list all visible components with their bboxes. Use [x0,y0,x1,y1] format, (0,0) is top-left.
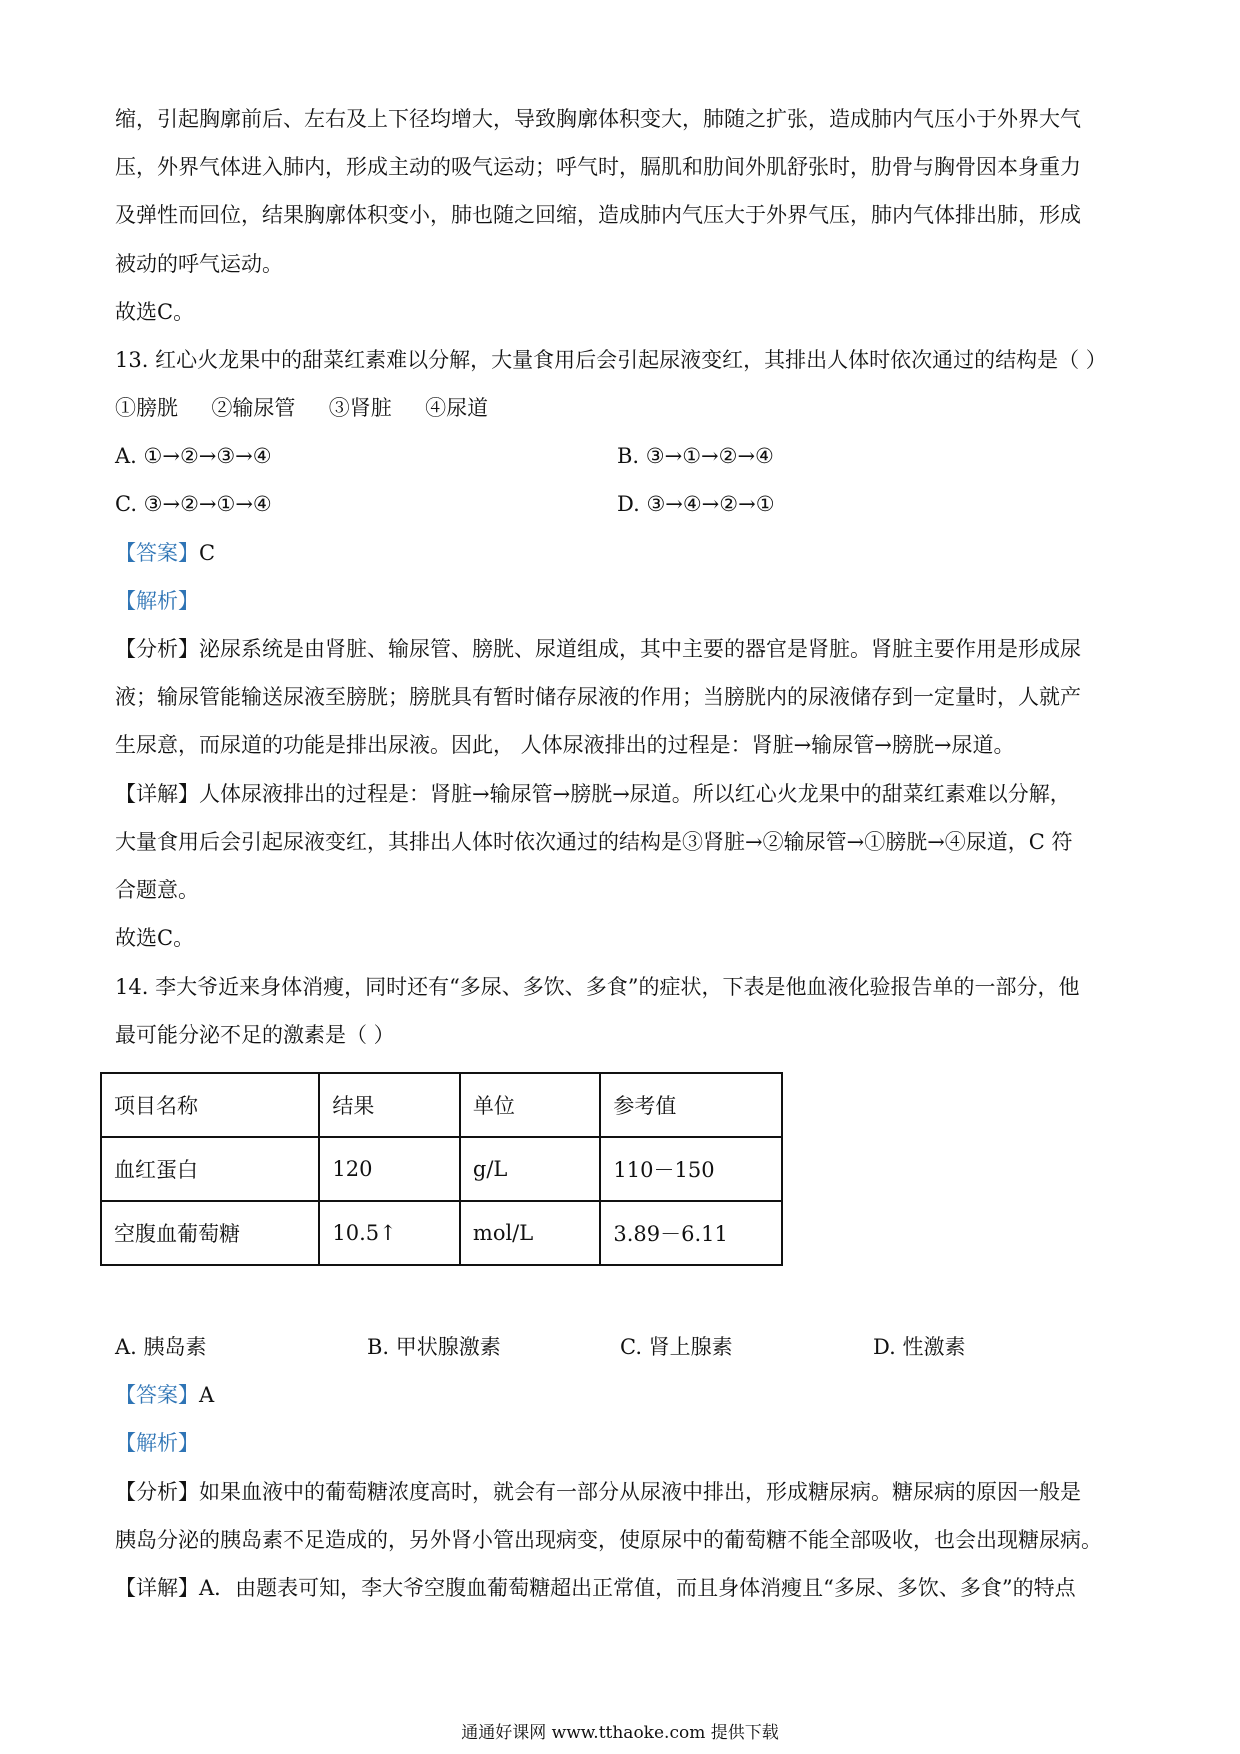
analysis-line [115,1477,1081,1507]
answer-line [115,538,215,568]
table-header-cell: 结果 [319,1073,460,1137]
xiangjie-text: 人体尿液排出的过程是：肾脏→输尿管→膀胱→尿道。所以红心火龙果中的甜菜红素难以分解， [199,782,1071,806]
detail-line [115,779,1071,809]
table-cell: mol/L [460,1201,600,1265]
fenxi-tag: 【分析】 [115,1480,199,1504]
paragraph-line: 被动的呼气运动。 [115,252,283,276]
answer-tag: 【答案】 [115,541,199,565]
xiangjie-tag: 【详解】 [115,1576,199,1600]
analysis-line [115,634,1081,664]
analysis-line: 胰岛分泌的胰岛素不足造成的，另外肾小管出现病变，使原尿中的葡萄糖不能全部吸收，也会出现糖尿病。 [115,1528,1102,1552]
option-c: C. ③→②→①→④ [115,492,272,516]
analysis-tag: 【解析】 [115,589,199,613]
option-b: B. 甲状腺激素 [367,1335,501,1359]
conclusion-line: 故选C。 [115,300,195,324]
paragraph-line: 压，外界气体进入肺内，形成主动的吸气运动；呼气时，膈肌和肋间外肌舒张时，肋骨与胸骨因本身重力 [115,155,1081,179]
table-cell: 10.5↑ [319,1201,460,1265]
analysis-line: 液；输尿管能输送尿液至膀胱；膀胱具有暂时储存尿液的作用；当膀胱内的尿液储存到一定量时，人就产 [115,685,1081,709]
detail-line: 大量食用后会引起尿液变红，其排出人体时依次通过的结构是③肾脏→②输尿管→①膀胱→④尿道，C 符 [115,830,1073,854]
option-a: A. ①→②→③→④ [115,444,272,468]
table-cell: 空腹血葡萄糖 [101,1201,319,1265]
question-13-stem: 13. 红心火龙果中的甜菜红素难以分解，大量食用后会引起尿液变红，其排出人体时依次通过的结构是（ ） [115,348,1107,372]
option-b: B. ③→①→②→④ [617,444,774,468]
table-cell: 110－150 [600,1137,782,1201]
table-header-cell: 项目名称 [101,1073,319,1137]
question-14-stem: 最可能分泌不足的激素是（ ） [115,1023,395,1047]
table-row [101,1201,782,1265]
table-cell: 120 [319,1137,460,1201]
table-header-cell: 单位 [460,1073,600,1137]
answer-value: C [199,541,216,565]
answer-line [115,1380,214,1410]
table-cell: 血红蛋白 [101,1137,319,1201]
analysis-tag: 【解析】 [115,1431,199,1455]
detail-line: 合题意。 [115,878,199,902]
table-cell: g/L [460,1137,600,1201]
question-14-stem: 14. 李大爷近来身体消瘦，同时还有“多尿、多饮、多食”的症状，下表是他血液化验报告单的一部分，他 [115,975,1080,999]
blood-test-table [100,1072,783,1266]
detail-line [115,1573,1076,1603]
option-d: D. 性激素 [873,1335,966,1359]
answer-tag: 【答案】 [115,1383,199,1407]
answer-value: A [199,1383,215,1407]
xiangjie-text: A．由题表可知，李大爷空腹血葡萄糖超出正常值，而且身体消瘦且“多尿、多饮、多食”的特点 [199,1576,1076,1600]
paragraph-line: 缩，引起胸廓前后、左右及上下径均增大，导致胸廓体积变大，肺随之扩张，造成肺内气压小于外界大气 [115,107,1081,131]
xiangjie-tag: 【详解】 [115,782,199,806]
paragraph-line: 及弹性而回位，结果胸廓体积变小，肺也随之回缩，造成肺内气压大于外界气压，肺内气体排出肺，形成 [115,203,1081,227]
table-cell: 3.89－6.11 [600,1201,782,1265]
fenxi-text: 泌尿系统是由肾脏、输尿管、膀胱、尿道组成，其中主要的器官是肾脏。肾脏主要作用是形成尿 [199,637,1081,661]
question-13-items: ①膀胱 ②输尿管 ③肾脏 ④尿道 [115,396,489,420]
option-d: D. ③→④→②→① [617,492,775,516]
footer-source: 通通好课网 www.tthaoke.com 提供下载 [461,1723,779,1743]
option-a: A. 胰岛素 [115,1335,207,1359]
fenxi-tag: 【分析】 [115,637,199,661]
fenxi-text: 如果血液中的葡萄糖浓度高时，就会有一部分从尿液中排出，形成糖尿病。糖尿病的原因一般是 [199,1480,1081,1504]
conclusion-line: 故选C。 [115,926,195,950]
option-c: C. 肾上腺素 [620,1335,733,1359]
table-row [101,1137,782,1201]
table-header-row [101,1073,782,1137]
table-header-cell: 参考值 [600,1073,782,1137]
analysis-line: 生尿意，而尿道的功能是排出尿液。因此， 人体尿液排出的过程是：肾脏→输尿管→膀胱→尿道。 [115,733,1015,757]
